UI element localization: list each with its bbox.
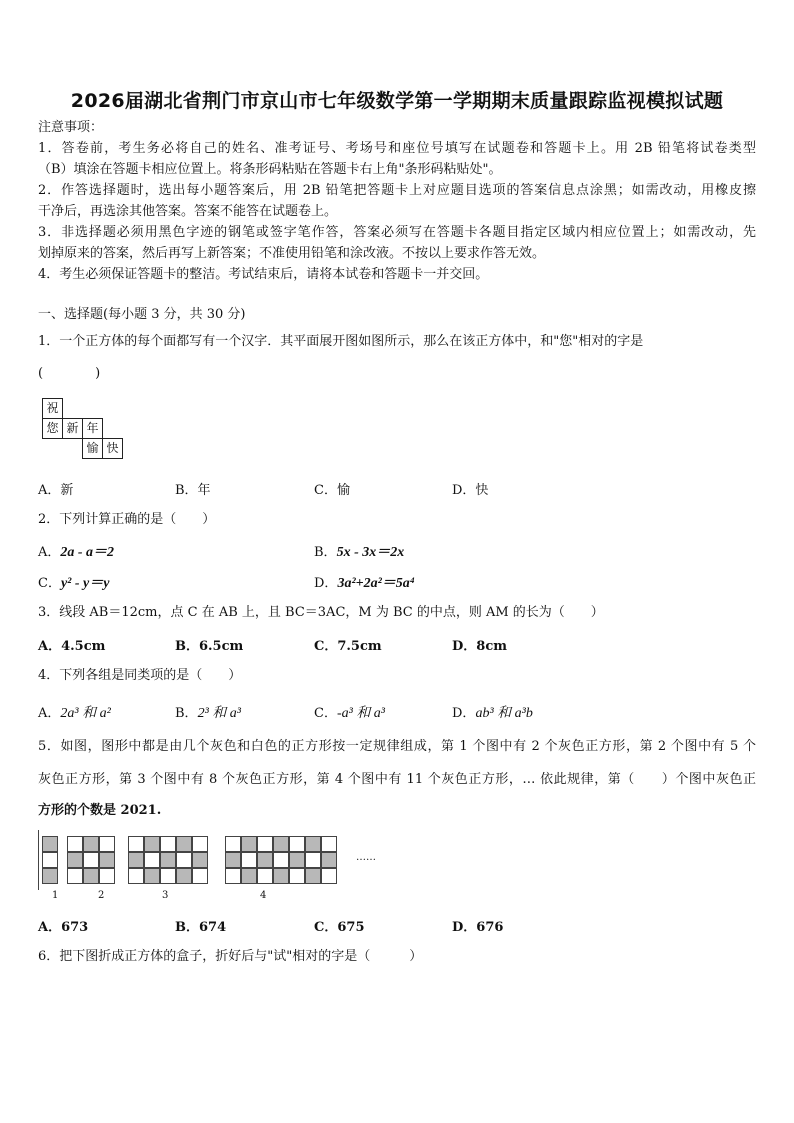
white-square — [225, 836, 241, 852]
q1-option-a[interactable]: A．新 — [38, 483, 74, 498]
net-cell: 愉 — [82, 438, 103, 459]
white-square — [160, 868, 176, 884]
gray-square — [289, 852, 305, 868]
figure-label-4: 4 — [260, 890, 267, 901]
white-square — [305, 852, 321, 868]
q1-option-c[interactable]: C．愉 — [314, 483, 350, 498]
q2-option-d[interactable] — [314, 572, 415, 592]
notice-item-1b: （B）填涂在答题卡相应位置上。将条形码粘贴在答题卡右上角"条形码粘贴处"。 — [38, 162, 502, 177]
option-label: B． — [314, 545, 337, 560]
q4-option-c[interactable] — [314, 702, 385, 722]
q5-stem-line2: 灰色正方形，第 3 个图中有 8 个灰色正方形，第 4 个图中有 11 个灰色正方形，… 依此规律，第（ ）个图中灰色正 — [38, 772, 756, 787]
gray-square — [321, 852, 337, 868]
q4-option-b[interactable] — [175, 702, 241, 722]
q5-stem-line3: 方形的个数是 2021. — [38, 803, 162, 818]
notice-item-2b: 干净后，再选涂其他答案。答案不能答在试题卷上。 — [38, 204, 338, 219]
option-math: -a³ 和 a³ — [336, 706, 386, 721]
white-square — [241, 852, 257, 868]
option-math: 2a³ 和 a² — [60, 706, 111, 721]
gray-square — [67, 852, 83, 868]
net-cell: 快 — [102, 438, 123, 459]
q1-stem: 1．一个正方体的每个面都写有一个汉字．其平面展开图如图所示，那么在该正方体中，和"您"相对的字是 — [38, 334, 644, 349]
option-math: ab³ 和 a³b — [475, 706, 533, 721]
white-square — [128, 868, 144, 884]
gray-square — [273, 868, 289, 884]
q3-stem: 3．线段 AB＝12cm，点 C 在 AB 上，且 BC＝3AC，M 为 BC 的中点，则 AM 的长为（ ） — [38, 605, 604, 620]
gray-square — [192, 852, 208, 868]
white-square — [128, 836, 144, 852]
q3-option-c[interactable]: C．7.5cm — [314, 639, 382, 654]
gray-square — [257, 852, 273, 868]
white-square — [99, 836, 115, 852]
white-square — [83, 852, 99, 868]
option-math: 5x - 3x＝2x — [336, 545, 405, 560]
white-square — [289, 868, 305, 884]
white-square — [257, 836, 273, 852]
white-square — [176, 852, 192, 868]
white-square — [257, 868, 273, 884]
gray-square — [144, 836, 160, 852]
q5-stem-line1: 5．如图，图形中都是由几个灰色和白色的正方形按一定规律组成，第 1 个图中有 2 个灰色正方形，第 2 个图中有 5 个 — [38, 739, 756, 754]
q1-option-b[interactable]: B．年 — [175, 483, 211, 498]
option-label: D． — [314, 576, 338, 591]
q3-option-a[interactable]: A．4.5cm — [38, 639, 106, 654]
gray-square — [241, 836, 257, 852]
gray-square — [176, 836, 192, 852]
q3-option-d[interactable]: D．8cm — [452, 639, 507, 654]
notice-item-3a: 3．非选择题必须用黑色字迹的钢笔或签字笔作答，答案必须写在答题卡各题目指定区域内相应位置上；如需改动，先 — [38, 225, 756, 240]
figure-label-2: 2 — [98, 890, 105, 901]
q4-stem: 4．下列各组是同类项的是（ ） — [38, 668, 242, 683]
option-math: 2³ 和 a³ — [197, 706, 241, 721]
figure-left-edge — [38, 830, 39, 890]
q6-stem: 6．把下图折成正方体的盒子，折好后与"试"相对的字是（ ） — [38, 949, 423, 964]
white-square — [67, 868, 83, 884]
net-cell: 您 — [42, 418, 63, 439]
gray-square — [144, 868, 160, 884]
q5-option-c[interactable]: C．675 — [314, 920, 365, 935]
net-cell: 新 — [62, 418, 83, 439]
white-square — [99, 868, 115, 884]
net-cell: 祝 — [42, 398, 63, 419]
gray-square — [273, 836, 289, 852]
q2-stem: 2．下列计算正确的是（ ） — [38, 512, 216, 527]
q5-option-b[interactable]: B．674 — [175, 920, 227, 935]
white-square — [192, 868, 208, 884]
q4-option-a[interactable] — [38, 702, 111, 722]
gray-square — [128, 852, 144, 868]
net-cell: 年 — [82, 418, 103, 439]
white-square — [289, 836, 305, 852]
option-label: B． — [175, 706, 198, 721]
section-heading: 一、选择题(每小题 3 分，共 30 分) — [38, 307, 246, 322]
q2-option-c[interactable] — [38, 572, 109, 592]
gray-square — [42, 836, 58, 852]
gray-square — [42, 868, 58, 884]
option-label: C． — [314, 706, 337, 721]
figure-label-1: 1 — [52, 890, 59, 901]
q1-answer-paren: ( ) — [38, 366, 101, 381]
figure-ellipsis: …… — [356, 852, 376, 863]
notice-item-1a: 1．答卷前，考生务必将自己的姓名、准考证号、考场号和座位号填写在试题卷和答题卡上。用 2B 铅笔将试卷类型 — [38, 141, 756, 156]
white-square — [321, 836, 337, 852]
gray-square — [176, 868, 192, 884]
white-square — [67, 836, 83, 852]
notice-item-3b: 划掉原来的答案，然后再写上新答案；不准使用铅笔和涂改液。不按以上要求作答无效。 — [38, 246, 546, 261]
option-math: y² - y＝y — [60, 576, 110, 591]
gray-square — [83, 868, 99, 884]
white-square — [144, 852, 160, 868]
q3-option-b[interactable]: B．6.5cm — [175, 639, 244, 654]
option-math: 3a²+2a²＝5a⁴ — [337, 576, 415, 591]
white-square — [321, 868, 337, 884]
notice-item-2a: 2．作答选择题时，选出每小题答案后，用 2B 铅笔把答题卡上对应题目选项的答案信息点涂黑；如需改动，用橡皮擦 — [38, 183, 756, 198]
q1-option-d[interactable]: D．快 — [452, 483, 489, 498]
page-title: 2026届湖北省荆门市京山市七年级数学第一学期期末质量跟踪监视模拟试题 — [70, 90, 724, 112]
figure-label-3: 3 — [162, 890, 169, 901]
q4-option-d[interactable] — [452, 702, 533, 722]
gray-square — [83, 836, 99, 852]
white-square — [225, 868, 241, 884]
gray-square — [225, 852, 241, 868]
notice-heading: 注意事项： — [38, 120, 104, 135]
white-square — [160, 836, 176, 852]
option-label: D． — [452, 706, 476, 721]
option-label: A． — [38, 706, 61, 721]
option-label: A． — [38, 545, 61, 560]
gray-square — [305, 836, 321, 852]
option-math: 2a - a＝2 — [60, 545, 115, 560]
q2-option-a[interactable] — [38, 541, 114, 561]
gray-square — [241, 868, 257, 884]
q2-option-b[interactable] — [314, 541, 404, 561]
notice-item-4: 4．考生必须保证答题卡的整洁。考试结束后，请将本试卷和答题卡一并交回。 — [38, 267, 489, 282]
white-square — [192, 836, 208, 852]
gray-square — [305, 868, 321, 884]
q5-option-a[interactable]: A．673 — [38, 920, 89, 935]
gray-square — [99, 852, 115, 868]
white-square — [273, 852, 289, 868]
q5-option-d[interactable]: D．676 — [452, 920, 504, 935]
gray-square — [160, 852, 176, 868]
option-label: C． — [38, 576, 61, 591]
white-square — [42, 852, 58, 868]
